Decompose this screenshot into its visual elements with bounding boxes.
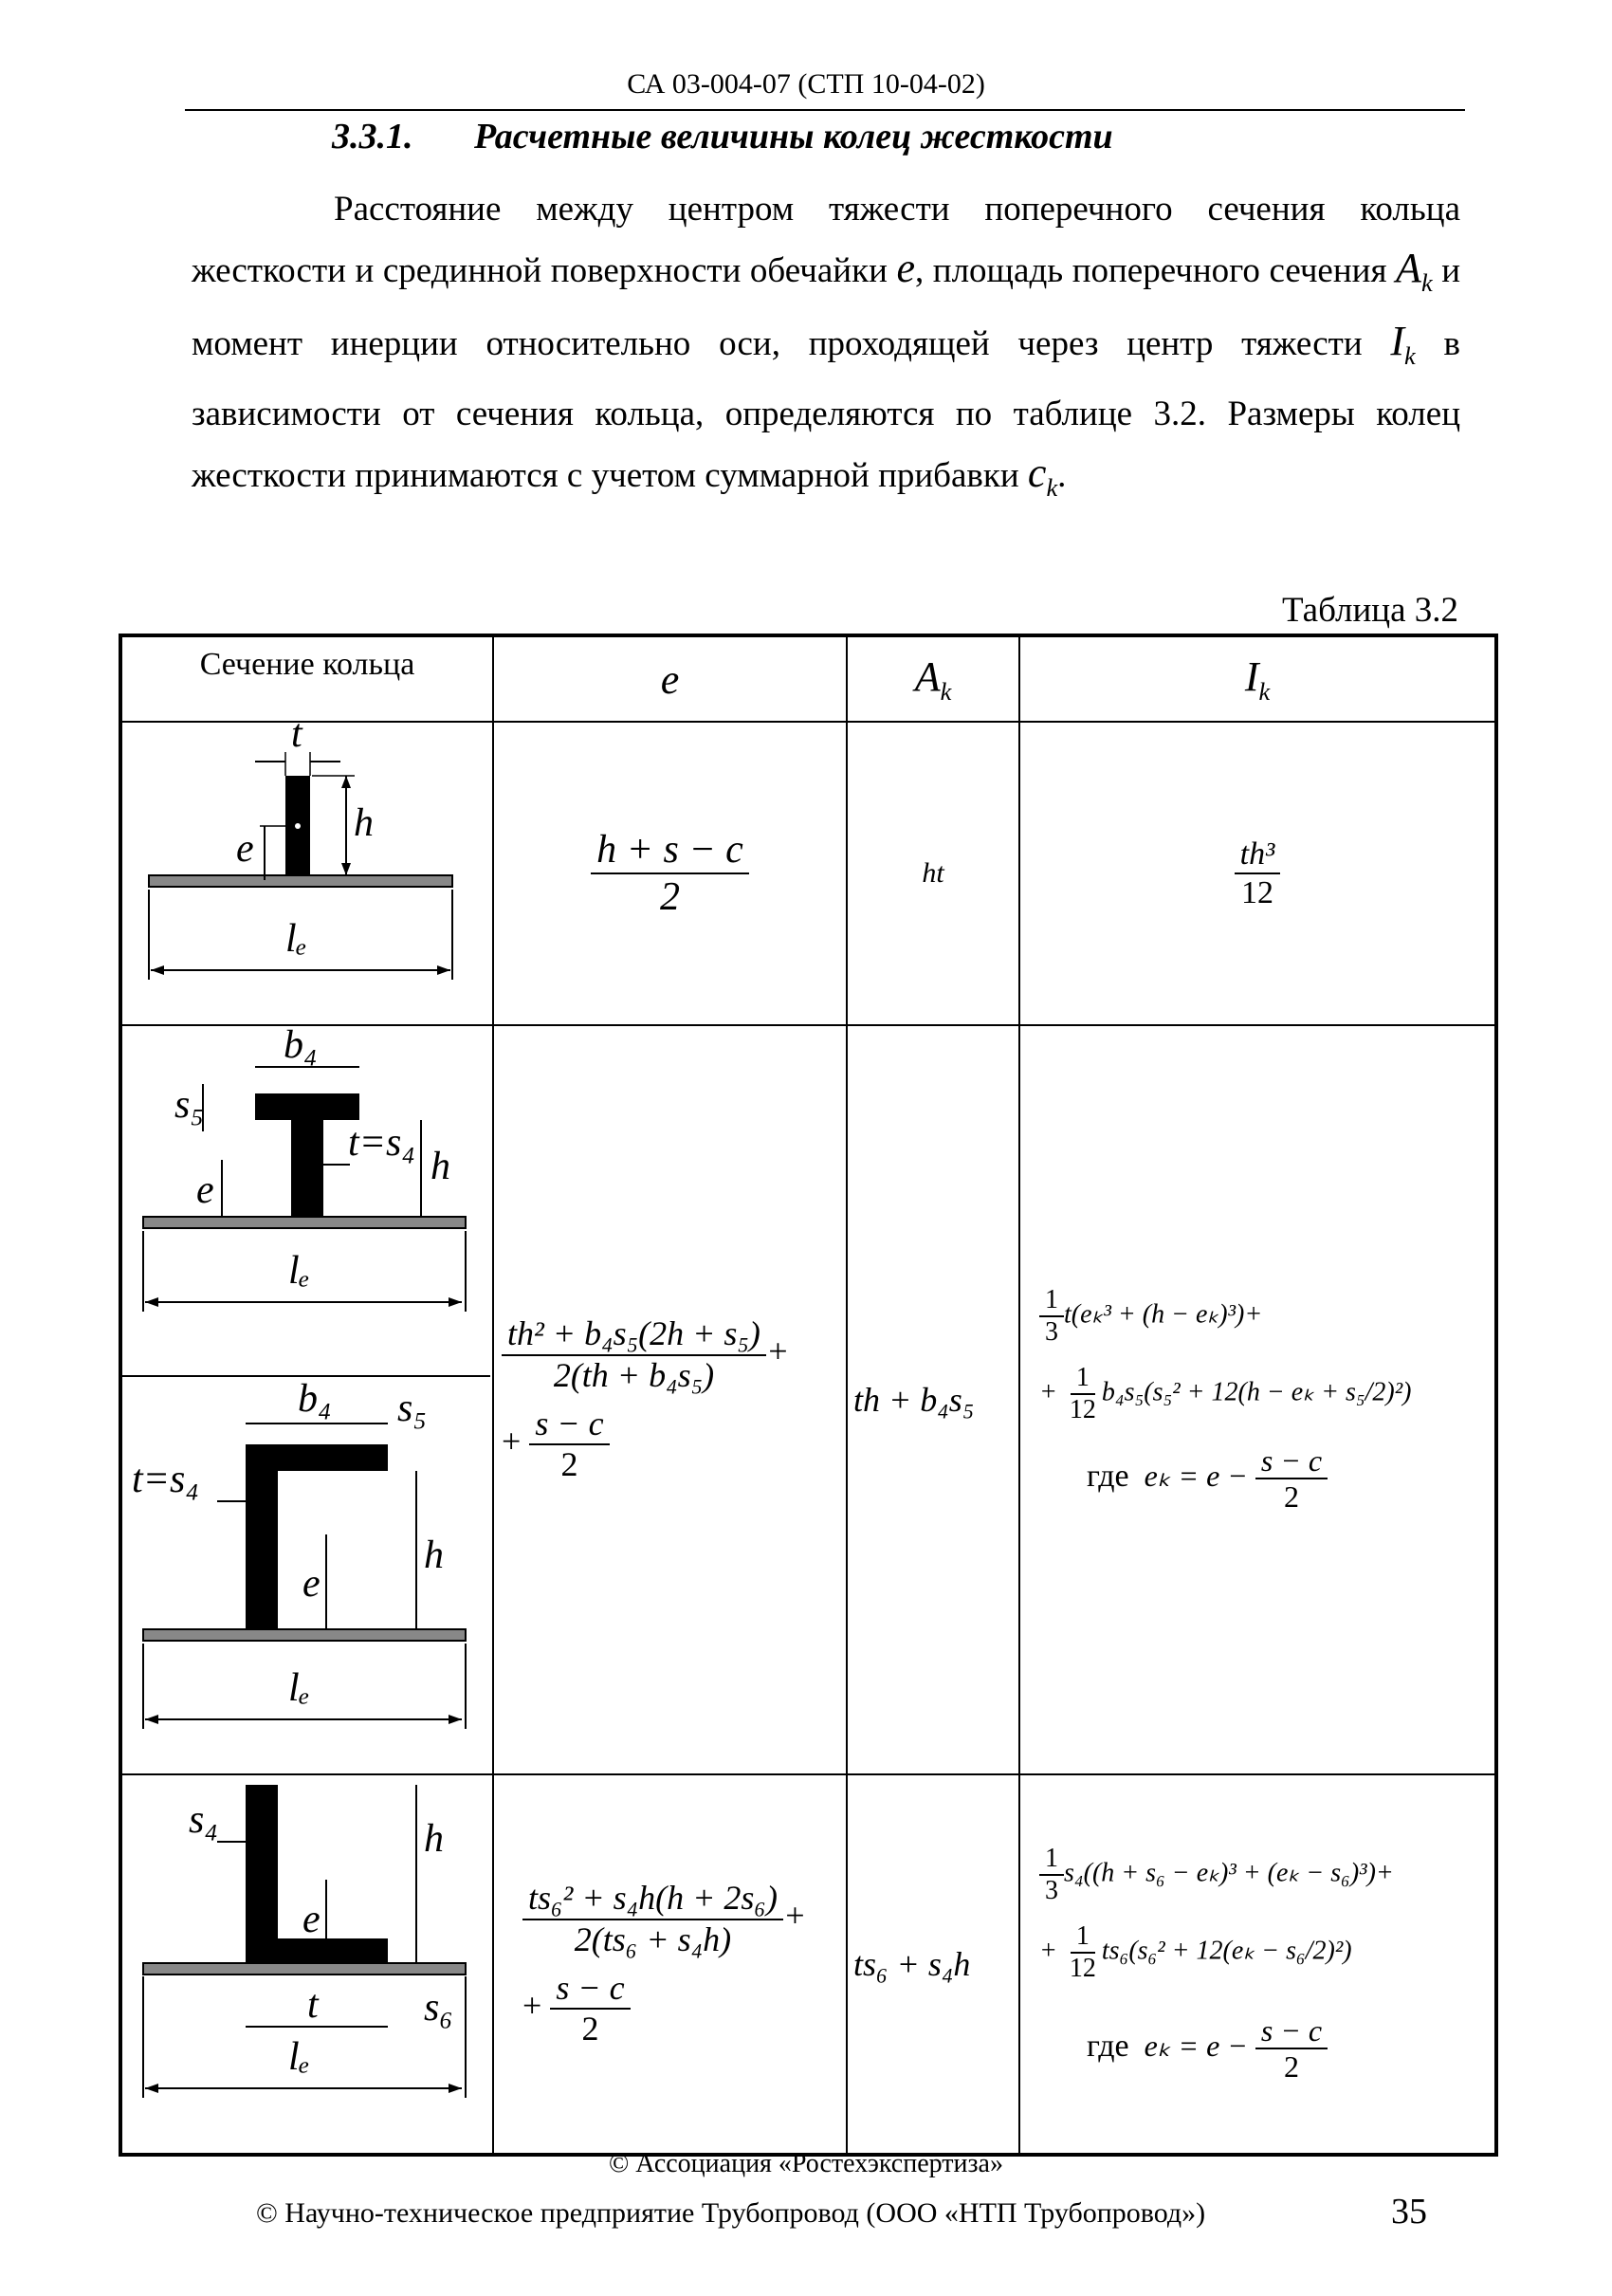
label-h-inv: h <box>424 1817 444 1861</box>
inverted-angle-diagram <box>122 1775 490 2153</box>
var-e: e <box>896 245 915 291</box>
figure-inverted-angle <box>120 1774 493 2155</box>
var-Ik: $I_k$ <box>1390 317 1416 370</box>
row1-e: $\frac{h + s - c}{2}$ <box>493 722 847 1025</box>
label-h-tee: h <box>430 1145 450 1188</box>
header-Ak: $A_k$ <box>847 635 1019 722</box>
row3-I: $\frac{1}{3}$ s₄((h + s₆ − eₖ)³ + (eₖ − s₆)³)+ + $\frac{1}{12}$ ts₆(s₆² + 12(eₖ − s₆/2)²) где eₖ = e − $\frac{s - c}{2}$ <box>1019 1774 1496 2155</box>
label-le-tee: lₑ <box>288 1249 310 1293</box>
para-text-3: и момент инерции относительно оси, проходящей через центр тяжести <box>192 251 1461 363</box>
row2-I: $\frac{1}{3}$ t(eₖ³ + (h − eₖ)³)+ + $\frac{1}{12}$ b₄s₅(s₅² + 12(h − eₖ + s₅/2)²) где eₖ = e − $\frac{s - c}{2}$ <box>1019 1025 1496 1774</box>
document-code: СА 03-004-07 (СТП 10-04-02) <box>627 68 985 100</box>
header-rule <box>185 109 1465 111</box>
label-h: h <box>354 801 374 845</box>
label-b4: b₄ <box>284 1027 318 1067</box>
flat-bar-diagram <box>122 724 490 1023</box>
label-e: e <box>236 827 254 871</box>
label-t-s4: t=s₄ <box>348 1121 415 1165</box>
para-text-1: Расстояние между центром тяжести поперечного сечения кольца жесткости и срединной поверхности обечайки <box>192 190 1460 290</box>
label-s6: s₆ <box>424 1986 453 2030</box>
label-le-angle: lₑ <box>288 1666 310 1710</box>
footer-association: © Ассоциация «Ростехэкспертиза» <box>609 2149 1003 2178</box>
label-e-inv: e <box>302 1898 321 1941</box>
header-Ik: $I_k$ <box>1019 635 1496 722</box>
section-number: 3.3.1. <box>332 117 413 156</box>
label-s4: s₄ <box>189 1798 218 1842</box>
row2-e: $\frac{\text{th² + b₄s₅(2h + s₅)}}{\text{2(th + b₄s₅)}}$ + + $\frac{s - c}{2}$ <box>493 1025 847 1774</box>
row1-I: $\frac{\text{th³}}{12}$ <box>1019 722 1496 1025</box>
page-number: 35 <box>1391 2192 1427 2232</box>
row3-A: ts₆ + s₄h <box>847 1774 1019 2155</box>
row3-e: $\frac{\text{ts₆² + s₄h(h + 2s₆)}}{\text{2(ts₆ + s₄h)}}$ + + $\frac{s - c}{2}$ <box>493 1774 847 2155</box>
label-le-inv: lₑ <box>288 2035 310 2079</box>
label-e-angle: e <box>302 1562 321 1606</box>
label-t-s4-angle: t=s₄ <box>132 1458 199 1501</box>
para-text-4: в зависимости от сечения кольца, определяются по таблице 3.2. Размеры колец жесткости принимаются с учетом суммарной прибавки <box>192 323 1461 495</box>
header-section: Сечение кольца <box>120 635 493 722</box>
label-h-angle: h <box>424 1534 444 1577</box>
body-paragraph: Расстояние между центром тяжести поперечного сечения кольца жесткости и срединной поверхности обечайки e, площадь поперечного сечения $A_k$ и момент инерции относительно оси, проходящей через центр тяжести $I_k$ в зависимости от сечения кольца, определяются по таблице 3.2. Размеры колец жесткости принимаются с учетом суммарной прибавки $c_k$. <box>192 190 1461 502</box>
table-caption: Таблица 3.2 <box>1282 591 1458 630</box>
var-Ak: $A_k$ <box>1396 245 1433 297</box>
section-title: Расчетные величины колец жесткости <box>474 117 1113 156</box>
label-e-tee: e <box>196 1168 214 1212</box>
label-s5: s₅ <box>174 1083 204 1127</box>
tee-and-angle-diagrams <box>122 1027 490 1773</box>
para-text-2: , площадь поперечного сечения <box>914 251 1387 290</box>
header-e: e <box>493 635 847 722</box>
figure-flat-bar-ring <box>120 722 493 1025</box>
var-ck: $c_k$ <box>1027 449 1058 502</box>
label-t: t <box>291 724 302 756</box>
label-le: lₑ <box>285 917 307 961</box>
label-b4-angle: b₄ <box>298 1377 332 1421</box>
label-s5-angle: s₅ <box>397 1387 427 1430</box>
label-t-inv: t <box>307 1983 319 2027</box>
figure-tee-and-angle <box>120 1025 493 1774</box>
ring-properties-table <box>119 634 1498 2157</box>
footer-company: © Научно-техническое предприятие Трубопровод (ООО «НТП Трубопровод») <box>256 2197 1206 2229</box>
row2-A: th + b₄s₅ <box>847 1025 1019 1774</box>
row1-A: ht <box>847 722 1019 1025</box>
section-heading <box>332 116 1113 157</box>
